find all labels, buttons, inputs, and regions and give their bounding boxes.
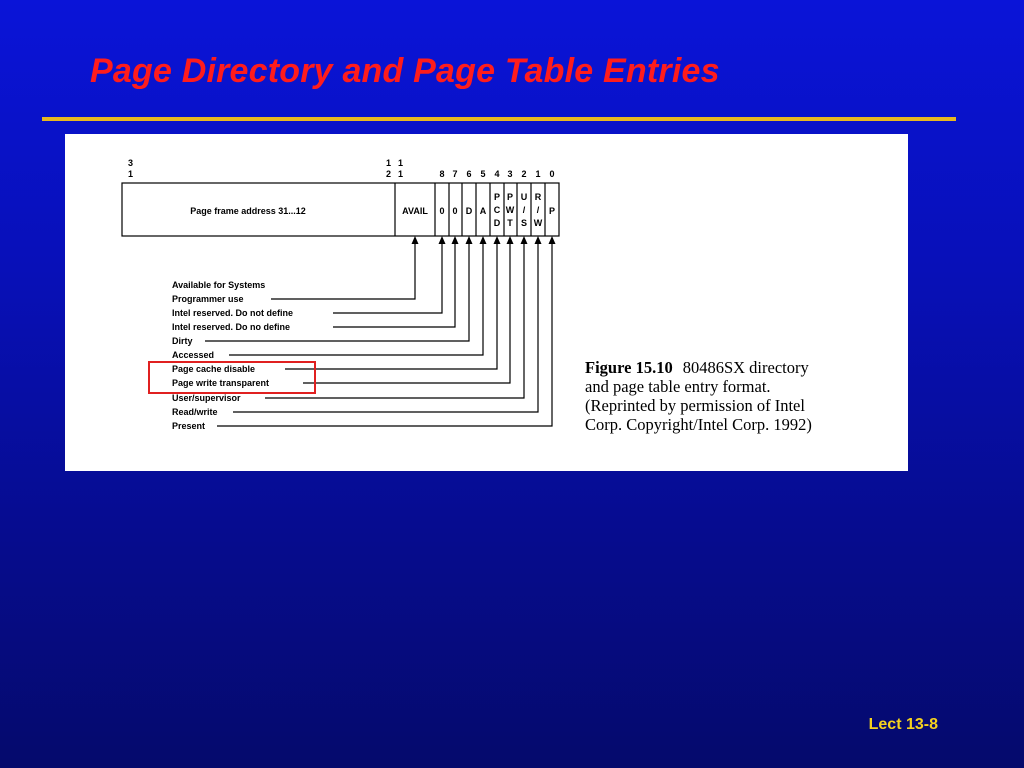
bit-3-number: 3 (507, 169, 513, 179)
figure-panel (65, 134, 908, 471)
legend-intel-reserved-1: Intel reserved. Do not define (172, 308, 294, 318)
field-rw-2: / (536, 205, 540, 215)
field-bit-8: 0 (439, 206, 445, 216)
bit-31-lo: 1 (128, 169, 134, 179)
legend-user-supervisor: User/supervisor (172, 393, 241, 403)
bit-0-number: 0 (549, 169, 555, 179)
bit-31-hi: 3 (128, 158, 134, 168)
legend-page-cache-disable: Page cache disable (172, 364, 256, 374)
slide-title: Page Directory and Page Table Entries (90, 52, 720, 90)
bit-4-number: 4 (494, 169, 500, 179)
bit-2-number: 2 (521, 169, 527, 179)
field-us-1: U (520, 192, 528, 202)
legend-dirty: Dirty (172, 336, 193, 346)
caption-line-4: Corp. Copyright/Intel Corp. 1992) (585, 415, 812, 434)
field-pcd-3: D (493, 218, 501, 228)
field-bit-7: 0 (452, 206, 458, 216)
legend-present: Present (172, 421, 206, 431)
field-frame-address: Page frame address 31...12 (190, 206, 306, 216)
bit-11-lo: 1 (398, 169, 404, 179)
field-rw-1: R (534, 192, 542, 202)
field-present: P (548, 206, 556, 216)
bit-7-number: 7 (452, 169, 458, 179)
legend-intel-reserved-2: Intel reserved. Do no define (172, 322, 291, 332)
field-pwt-1: P (506, 192, 514, 202)
field-us-3: S (520, 218, 528, 228)
caption-text-1: 80486SX directory (682, 358, 809, 377)
legend-programmer-use: Programmer use (172, 294, 244, 304)
legend-read-write: Read/write (172, 407, 218, 417)
field-us-2: / (522, 205, 526, 215)
bit-6-number: 6 (466, 169, 472, 179)
caption-line-3: (Reprinted by permission of Intel (585, 396, 805, 415)
legend-accessed: Accessed (172, 350, 215, 360)
bit-5-number: 5 (480, 169, 486, 179)
caption-line-2: and page table entry format. (585, 377, 771, 396)
field-pwt-2: W (505, 205, 515, 215)
field-pcd-2: C (493, 205, 501, 215)
field-avail: AVAIL (402, 206, 428, 216)
field-pcd-1: P (493, 192, 501, 202)
title-divider (42, 117, 956, 121)
slide-footer: Lect 13-8 (868, 716, 938, 733)
bit-1-number: 1 (535, 169, 541, 179)
bit-8-number: 8 (439, 169, 445, 179)
field-dirty: D (465, 206, 473, 216)
caption-label: Figure 15.10 (585, 358, 673, 377)
bit-12-lo: 2 (386, 169, 392, 179)
figure-caption (585, 358, 885, 434)
field-accessed: A (479, 206, 487, 216)
caption-line-1 (585, 358, 885, 377)
field-pwt-3: T (507, 218, 513, 228)
bit-12-hi: 1 (386, 158, 392, 168)
field-rw-3: W (533, 218, 543, 228)
legend-page-write-transparent: Page write transparent (172, 378, 270, 388)
legend-available-for-systems: Available for Systems (172, 280, 266, 290)
bit-11-hi: 1 (398, 158, 404, 168)
